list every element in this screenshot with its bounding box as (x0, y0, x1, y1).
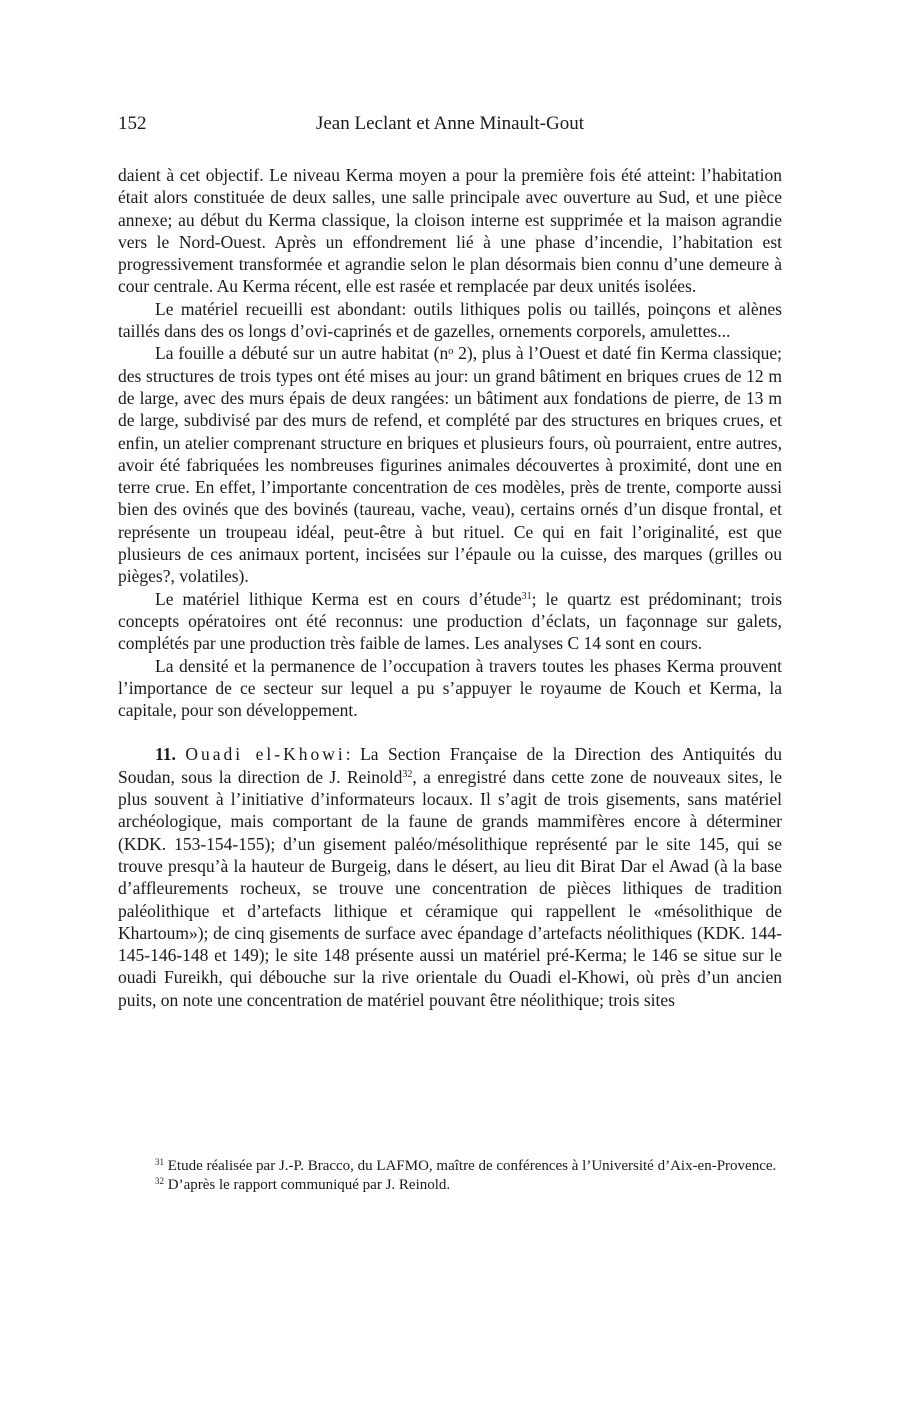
page-number: 152 (118, 113, 147, 134)
footnotes (118, 1157, 782, 1195)
paragraph-3: La fouille a débuté sur un autre habitat (nᵒ 2), plus à l’Ouest et daté fin Kerma classique; des structures de trois types ont été mises au jour: un grand bâtiment en briques crues de 12 m de large, avec des murs épais de deux rangées: un bâtiment aux fondations de pierre, de 13 m de large, subdivisé par des murs de refend, et complété par des structures en briques crues, et enfin, un atelier comprenant structure en briques et plusieurs fours, où pourraient, entre autres, avoir été fabriquées les nombreuses figurines animales découvertes à proximité, dont une en terre crue. En effet, l’importante concentration de ces modèles, près de trente, comporte aussi bien des ovinés que des bovinés (taureau, vache, veau), certains ornés d’un disque frontal, et représente un troupeau idéal, peut-être à but rituel. Ce qui en fait l’originalité, est que plusieurs de ces animaux portent, incisées sur l’épaule ou la cuisse, des marques (grilles ou pièges?, volatiles). (118, 343, 782, 587)
paragraph-1: daient à cet objectif. Le niveau Kerma moyen a pour la première fois été atteint: l’habitation était alors constituée de deux salles, une salle principale avec ouverture au Sud, et une pièce annexe; au début du Kerma classique, la cloison interne est supprimée et la maison agrandie vers le Nord-Ouest. Après un effondrement lié à une phase d’incendie, l’habitation est progressivement transformée et agrandie selon le plan désormais bien connu d’une demeure à cour centrale. Au Kerma récent, elle est rasée et remplacée par deux unités isolées. (118, 165, 782, 297)
site-name: Ouadi el-Khowi (185, 744, 346, 765)
footnote-text: D’après le rapport communiqué par J. Reinold. (164, 1177, 451, 1193)
running-head (118, 113, 782, 139)
section-number: 11. (155, 744, 176, 765)
footnote-number: 32 (155, 1176, 164, 1186)
running-title: Jean Leclant et Anne Minault-Gout (315, 113, 585, 134)
footnote-ref-31: 31 (521, 590, 532, 602)
section-gap (118, 721, 782, 743)
footnote-ref-32: 32 (402, 768, 413, 780)
footnote-31 (118, 1157, 782, 1176)
section-11-paragraph (118, 743, 782, 1011)
section-11-text-end: , a enregistré dans cette zone de nouveaux sites, le plus souvent à l’initiative d’informateurs locaux. Il s’agit de trois gisements, sans matériel archéologique, mais comportant de la faune de grands mammifères encore à déterminer (KDK. 153-154-155); d’un gisement paléo/mésolithique représenté par le site 145, qui se trouve presqu’à la hauteur de Burgeig, dans le désert, au lieu dit Birat Dar el Awad (à la base d’affleurements rocheux, se trouve une concentration de pièces lithiques de tradition paléolithique et d’artefacts lithique et céramique qui rappellent le «mésolithique de Khartoum»); de cinq gisements de surface avec épandage d’artefacts néolithiques (KDK. 144-145-146-148 et 149); le site 148 présente aussi un matériel pré-Kerma; le 146 se situe sur le ouadi Fureikh, qui débouche sur la rive orientale du Ouadi el-Khowi, où près d’un ancien puits, on note une concentration de matériel pouvant être néolithique; trois sites (118, 766, 782, 1010)
body-text (118, 164, 782, 1011)
paragraph-5: La densité et la permanence de l’occupation à travers toutes les phases Kerma prouvent l’importance de ce secteur sur lequel a pu s’appuyer le royaume de Kouch et Kerma, la capitale, pour son développement. (118, 655, 782, 721)
footnote-32 (118, 1176, 782, 1195)
footnote-text: Etude réalisée par J.-P. Bracco, du LAFMO, maître de conférences à l’Université d’Aix-en-Provence. (164, 1158, 777, 1174)
paragraph-4 (118, 588, 782, 655)
paragraph-4-text-start: Le matériel lithique Kerma est en cours d’étude (155, 588, 522, 609)
section-11-text-start: : La Section Française de la Direction des Antiquités du Soudan, sous la direction de J. Reinold (118, 744, 782, 787)
footnote-number: 31 (155, 1157, 164, 1167)
paragraph-4-text-end: ; le quartz est prédominant; trois concepts opératoires ont été reconnus: une production d’éclats, un façonnage sur galets, complétés par une production très faible de lames. Les analyses C 14 sont en cours. (118, 588, 783, 654)
paragraph-2: Le matériel recueilli est abondant: outils lithiques polis ou taillés, poinçons et alènes taillés dans des os longs d’ovi-caprinés et de gazelles, ornements corporels, amulettes... (118, 298, 782, 342)
